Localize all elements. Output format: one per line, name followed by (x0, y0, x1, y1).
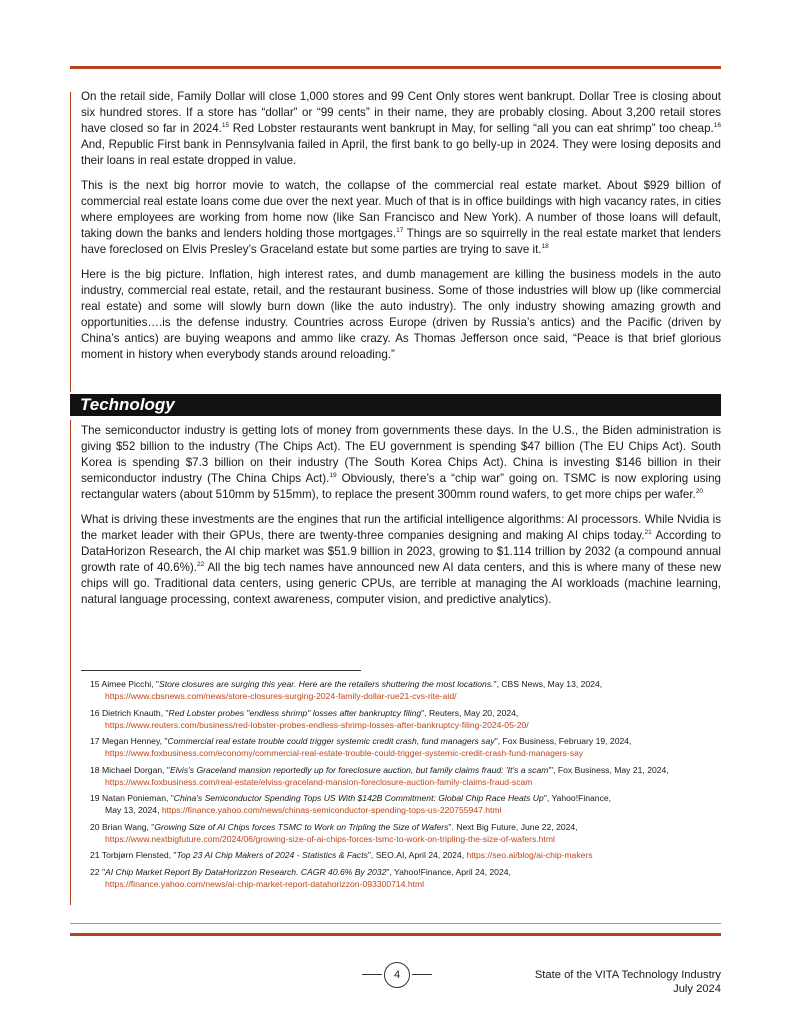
paragraph-text: On the retail side, Family Dollar will close 1,000 stores and 99 Cent Only stores went bankrupt. Dollar Tree is closing about six hundred stores. If a store has “dollar” or “99 cents” in their name, they are probably closing. About 3,200 retail stores have closed so far in 2024. (81, 90, 721, 136)
footnote-number: 20 (90, 821, 102, 832)
footnote-title: Commercial real estate trouble could trigger systemic credit crash, fund managers say (167, 736, 495, 746)
footnote-ref[interactable]: 16 (713, 122, 721, 130)
footnote-continuation: May 13, 2024, https://finance.yahoo.com/news/chinas-semiconductor-spending-tops-us-220755947.html (105, 805, 502, 815)
footnote-author: Aimee Picchi, " (101, 679, 159, 689)
footnote-author: Dietrich Knauth, " (101, 707, 169, 718)
footnote-source: ", Yahoo!Finance, April 24, 2024, (386, 866, 511, 877)
paragraph-text: And, Republic First bank in Pennsylvania failed in April, the first bank to go belly-up in 2024. They were losing deposits and their loans in real estate dropped in value. (81, 138, 721, 168)
paragraph-text: What is driving these investments are the engines that run the artificial intelligence algorithms: AI processors. While Nvidia is the market leader with their GPUs, there are twenty-three companies designing and making AI chips today. (81, 512, 721, 543)
header-rule (70, 66, 721, 69)
paragraph (81, 89, 721, 169)
margin-rule (70, 92, 71, 392)
footnote-title: Top 23 AI Chip Makers of 2024 - Statistics & Facts (176, 850, 368, 860)
paragraph-text: Red Lobster restaurants went bankrupt in May, for selling “all you can eat shrimp” too cheap. (229, 122, 714, 136)
footnote-link[interactable]: https://www.foxbusiness.com/real-estate/elviss-graceland-mansion-foreclosure-auction-family-claims-fraud-scam (105, 776, 533, 787)
page-number-badge (362, 962, 432, 988)
body-text (81, 89, 721, 372)
footnote-title: AI Chip Market Report By DataHorizzon Research. CAGR 40.6% By 2032 (105, 866, 387, 877)
footnote-source: ", CBS News, May 13, 2024, (493, 679, 603, 689)
paragraph-text: The semiconductor industry is getting lots of money from governments these days. In the U.S., the Biden administration is giving $52 billion to the industry (The Chips Act). The EU government is spending $47 billion (The EU Chips Act). South Korea is spending $7.3 billion on their industry (The South Korea Chips Act). China is investing $146 billion in their semiconductor industry (The China Chips Act). (81, 424, 721, 486)
footnote-number: 18 (90, 764, 102, 775)
paragraph-text: Things are so squirrelly in the real estate market that lenders have foreclosed on Elvis Presley’s Graceland estate but some parties are trying to save it. (81, 227, 721, 257)
technology-text (81, 423, 721, 617)
footnote-source: ", Yahoo!Finance, (543, 793, 612, 803)
paragraph-text: This is the next big horror movie to watch, the collapse of the commercial real estate market. About $929 billion of commercial real estate loans come due over the next year. Much of that is in office buildings with high vacancy rates, in cities where employees are working from home now (like San Francisco and New York). A number of those loans will default, taking down the banks and lenders holding those mortgages. (81, 178, 721, 241)
footnote-number: 17 (90, 736, 102, 746)
footer-title-block (535, 968, 721, 996)
footnote-link[interactable]: https://www.cbsnews.com/news/store-closures-surging-2024-family-dollar-rue21-cvs-rite-aid/ (105, 691, 457, 701)
footnote-link[interactable]: https://seo.ai/blog/ai-chip-makers (466, 850, 593, 860)
footnote-title: Red Lobster probes "endless shrimp" losses after bankruptcy filing (168, 707, 422, 718)
footnote-number: 15 (90, 679, 102, 689)
footnote-author: " (101, 866, 106, 877)
footnote-link[interactable]: https://www.nextbigfuture.com/2024/06/growing-size-of-ai-chips-forces-tsmc-to-work-on-tripling-the-size-of-wafers.html (105, 833, 555, 844)
section-header (70, 394, 721, 416)
footnote (90, 735, 730, 759)
paragraph-text: Obviously, there’s a “chip war” going on. TSMC is now exploring using rectangular waters (about 510mm by 515mm), to replace the present 300mm round wafers, to get more chips per wafer. (81, 472, 721, 502)
footer-rule-thin (70, 923, 721, 924)
paragraph (81, 267, 721, 364)
margin-rule (70, 420, 71, 905)
footnote-ref[interactable]: 19 (329, 472, 337, 480)
footnote (90, 821, 730, 845)
footnotes (90, 678, 730, 894)
footnote-author: Brian Wang, " (101, 821, 155, 832)
footnote-link[interactable]: https://www.reuters.com/business/red-lobster-probes-endless-shrimp-losses-after-bankruptcy-filing-2024-05-20/ (105, 719, 529, 730)
footnote-link[interactable]: https://www.foxbusiness.com/economy/commercial-real-estate-trouble-could-trigger-systemic-credit-crash-fund-managers-say (105, 748, 584, 758)
footnote-number: 16 (90, 707, 102, 718)
footnote-title: Store closures are surging this year. Here are the retailers shuttering the most locations. (158, 679, 494, 689)
footnote-title: Growing Size of AI Chips forces TSMC to Work on Tripling the Size of Wafers (154, 821, 449, 832)
footnote-ref[interactable]: 18 (541, 243, 549, 251)
paragraph-text: All the big tech names have announced new AI data centers, and this is where many of these new chips will go. Traditional data centers, using generic CPUs, are terrible at managing the AI workloads (machine learning, natural language processing, context awareness, computer vision, and predictive analytics). (81, 561, 721, 607)
footnote-ref[interactable]: 15 (221, 122, 230, 130)
footnote-number: 22 (90, 866, 102, 877)
footnote (90, 849, 730, 861)
footnote (90, 792, 730, 816)
paragraph (81, 178, 721, 258)
footer-rule (70, 933, 721, 936)
page-number-line (412, 974, 432, 975)
footnote-number: 19 (90, 793, 102, 803)
paragraph (81, 512, 721, 609)
footnote-source: ", Fox Business, February 19, 2024, (494, 736, 632, 746)
footnote-ref[interactable]: 17 (396, 227, 404, 235)
footnote (90, 707, 730, 731)
paragraph-text: According to DataHorizon Research, the AI chip market was $51.9 billion in 2023, growing to $1.114 trillion by 2032 (a compound annual growth rate of 40.6%). (81, 529, 722, 575)
footnote-ref[interactable]: 21 (644, 529, 652, 537)
footnote-ref[interactable]: 22 (196, 561, 205, 569)
paragraph-text: Here is the big picture. Inflation, high interest rates, and dumb management are killing the business models in the auto industry, commercial real estate, retail, and the restaurant business. Some of those industries will blow up (like commercial real estate) and some will slowly burn down (like the auto industry). The only industry showing amazing growth and opportunities….is the defense industry. Countries across Europe (driven by Russia’s antics) and the Pacific (driven by China’s antics) are buying weapons and ammo like crazy. As Thomas Jefferson once said, “Peace is that brief glorious moment in history when everybody stands around reloading.” (81, 267, 721, 362)
footnote-title: Elvis's Graceland mansion reportedly up for foreclosure auction, but family claims fraud: 'It's a scam' (169, 764, 551, 775)
footnote-source: ". Next Big Future, June 22, 2024, (448, 821, 578, 832)
footer-date: July 2024 (673, 983, 721, 995)
footnote-ref[interactable]: 20 (695, 488, 703, 496)
footnote-source: ", Reuters, May 20, 2024, (421, 707, 519, 718)
footnote-source: ", Fox Business, May 21, 2024, (550, 764, 669, 775)
footnote-title: China's Semiconductor Spending Tops US With $142B Commitment: Global Chip Race Heats Up (173, 793, 544, 803)
footnote-author: Michael Dorgan, " (101, 764, 170, 775)
section-title: Technology (80, 395, 175, 414)
page-number: 4 (384, 962, 410, 988)
footnote-source: ", SEO.AI, April 24, 2024, (367, 850, 467, 860)
footnote-divider (81, 670, 361, 671)
footnote (90, 866, 730, 890)
footer-title: State of the VITA Technology Industry (534, 969, 721, 981)
footnote-author: Natan Ponieman, " (101, 793, 174, 803)
footnote-author: Megan Henney, " (101, 736, 168, 746)
footnote-link[interactable]: https://finance.yahoo.com/news/chinas-semiconductor-spending-tops-us-220755947.html (161, 805, 502, 815)
footnote-author: Torbjørn Flensted, " (101, 850, 177, 860)
footnote (90, 764, 730, 788)
footnote-number: 21 (90, 850, 102, 860)
footnote-link[interactable]: https://finance.yahoo.com/news/ai-chip-market-report-datahorizzon-093300714.html (105, 878, 425, 889)
paragraph (81, 423, 721, 503)
footnote (90, 678, 730, 702)
page-number-line (362, 974, 382, 975)
